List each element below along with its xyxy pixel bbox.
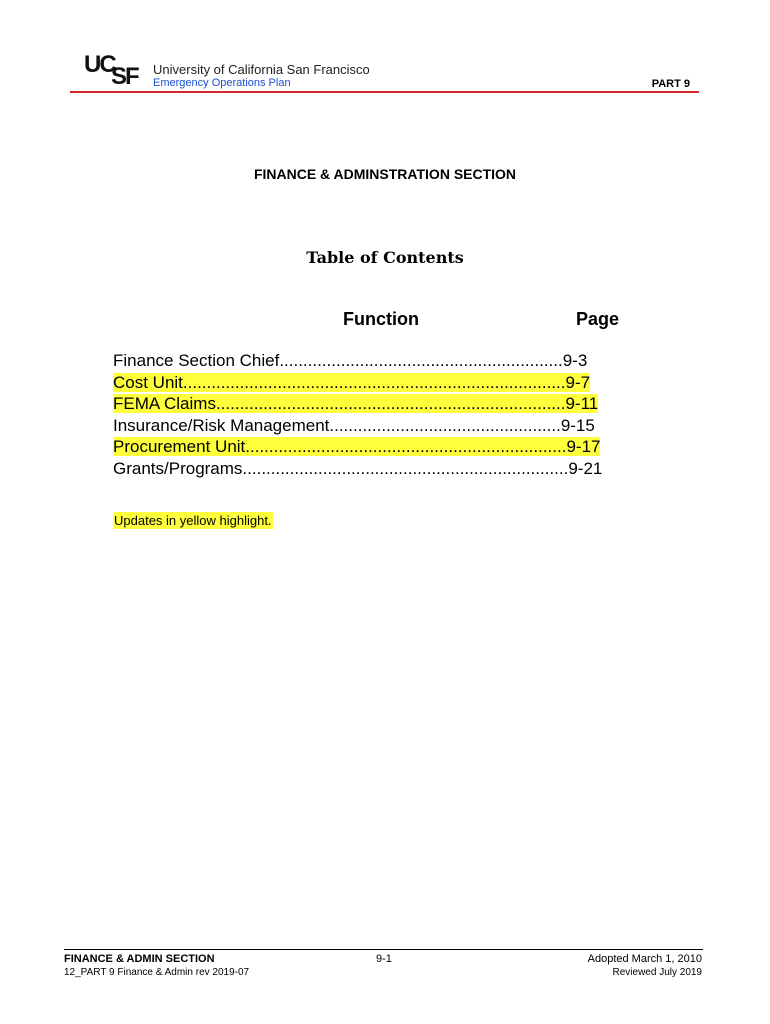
footer-divider — [64, 949, 703, 950]
footer-reviewed-date: Reviewed July 2019 — [612, 967, 702, 978]
ucsf-logo — [84, 50, 146, 88]
toc-entry — [113, 436, 602, 458]
header-divider — [70, 91, 699, 93]
function-column-header: Function — [343, 309, 419, 329]
toc-entry — [113, 350, 602, 372]
plan-name: Emergency Operations Plan — [153, 77, 291, 89]
highlight-note — [113, 513, 273, 528]
toc-entry-text: Finance Section Chief............................................................9-3 — [113, 351, 588, 370]
svg-text:SF: SF — [111, 63, 138, 88]
toc-entry-text: Cost Unit.................................................................................9-7 — [113, 372, 591, 392]
toc-entry-text: FEMA Claims..........................................................................9-11 — [113, 394, 599, 413]
section-title: FINANCE & ADMINSTRATION SECTION — [253, 166, 517, 182]
toc-entry — [113, 372, 602, 394]
footer-section-title: FINANCE & ADMIN SECTION — [64, 953, 215, 965]
footer-adopted-date: Adopted March 1, 2010 — [587, 953, 702, 965]
toc-entry-text: Procurement Unit....................................................................9-17 — [113, 437, 601, 456]
toc-list — [113, 350, 602, 479]
toc-entry — [113, 458, 602, 480]
footer-page-number: 9-1 — [376, 953, 392, 965]
highlight-note-text: Updates in yellow highlight. — [114, 513, 272, 528]
toc-title: Table of Contents — [306, 248, 464, 267]
toc-entry-text: Grants/Programs.....................................................................9-21 — [113, 458, 603, 478]
part-label: PART 9 — [651, 78, 690, 90]
footer-file-name: 12_PART 9 Finance & Admin rev 2019-07 — [64, 967, 250, 978]
toc-entry — [113, 415, 602, 437]
svg-text:UC: UC — [84, 51, 115, 78]
university-name: University of California San Francisco — [153, 62, 370, 77]
toc-entry-text: Insurance/Risk Management.................................................9-15 — [113, 415, 595, 435]
page-column-header: Page — [576, 309, 620, 329]
toc-entry — [113, 393, 602, 415]
